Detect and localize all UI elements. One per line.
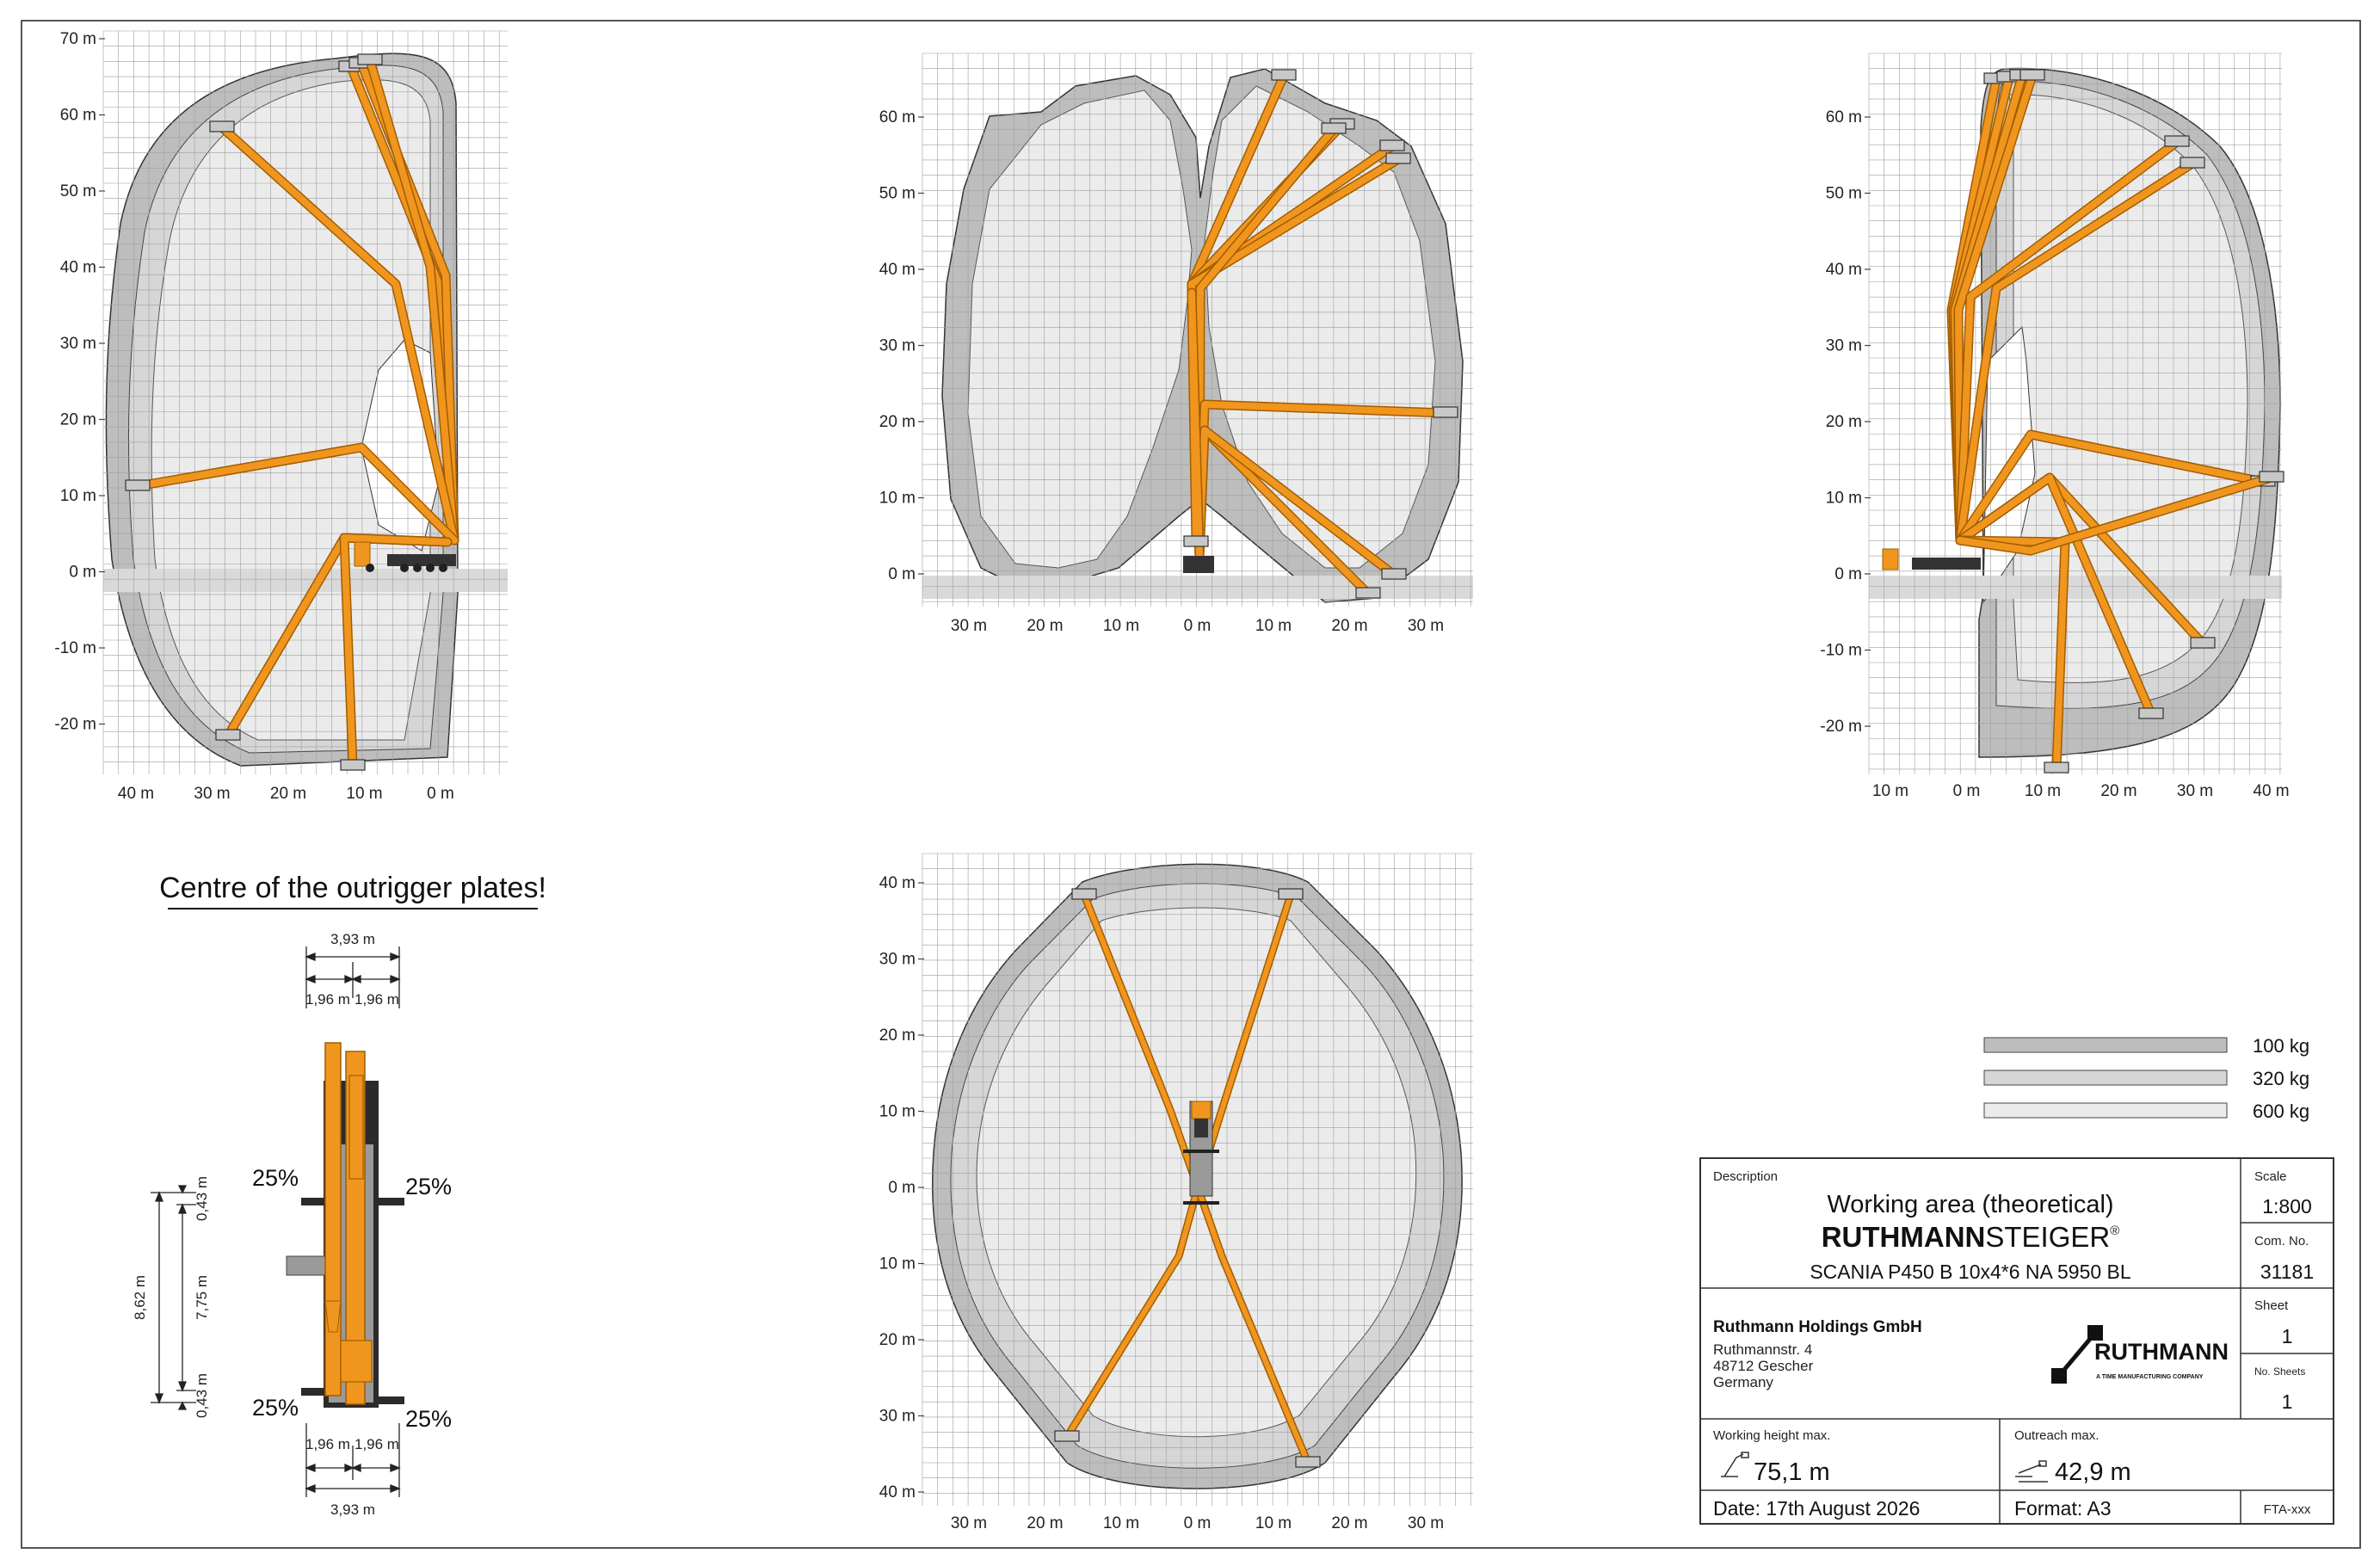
y-tick-label: -10 m xyxy=(54,639,96,657)
work-basket xyxy=(2139,708,2163,718)
y-tick-label: 10 m xyxy=(879,489,916,508)
work-basket xyxy=(1072,889,1096,899)
x-tick-label: 10 m xyxy=(1255,617,1292,635)
company-country: Germany xyxy=(1713,1374,1773,1390)
x-axis-labels-center xyxy=(951,617,1444,635)
brand-reg-mark: ® xyxy=(2110,1224,2120,1238)
work-basket xyxy=(1296,1457,1320,1467)
outrigger-arm-tr xyxy=(379,1198,404,1205)
outreach-value: 42,9 m xyxy=(2055,1458,2131,1486)
y-axis-labels-left xyxy=(54,30,105,734)
y-tick-label: 40 m xyxy=(879,874,916,892)
y-tick-label: 40 m xyxy=(879,1483,916,1501)
x-tick-label: 0 m xyxy=(1183,1514,1212,1532)
work-basket xyxy=(1184,536,1208,546)
side-view-right-diagram xyxy=(1820,53,2289,800)
legend-swatch-100 xyxy=(1984,1038,2227,1052)
work-basket xyxy=(2020,70,2044,80)
com-label: Com. No. xyxy=(2254,1234,2309,1248)
y-tick-label: 30 m xyxy=(879,1407,916,1426)
description-label: Description xyxy=(1713,1169,1779,1184)
truck-wheel xyxy=(366,564,374,572)
working-zones-left xyxy=(106,53,458,766)
y-tick-label: 0 m xyxy=(888,565,916,583)
work-basket xyxy=(1380,140,1404,151)
load-legend xyxy=(1984,1035,2309,1122)
truck-chassis xyxy=(1912,558,1981,570)
bottom-width-total: 3,93 m xyxy=(330,1501,375,1518)
scale-value: 1:800 xyxy=(2262,1195,2312,1218)
work-basket xyxy=(2191,638,2215,648)
y-tick-label: 50 m xyxy=(1825,184,1862,203)
y-tick-label: 20 m xyxy=(879,1027,916,1045)
nsheets-value: 1 xyxy=(2281,1390,2293,1413)
truck-wheel xyxy=(439,564,447,572)
y-tick-label: 10 m xyxy=(1825,489,1862,508)
boom-head xyxy=(341,1341,372,1382)
sheet-value: 1 xyxy=(2281,1325,2293,1347)
length-inner: 7,75 m xyxy=(194,1275,210,1320)
company-name: Ruthmann Holdings GmbH xyxy=(1713,1318,1922,1336)
work-basket xyxy=(1272,70,1296,80)
x-tick-label: 30 m xyxy=(194,785,231,803)
y-tick-label: 20 m xyxy=(879,1331,916,1349)
boom-c xyxy=(349,1076,363,1179)
y-tick-label: 30 m xyxy=(1825,336,1862,355)
truck-cab xyxy=(1192,1101,1211,1119)
x-tick-label: 20 m xyxy=(2100,782,2137,800)
brand-regular: STEIGER xyxy=(1985,1221,2111,1253)
logo-text: RUTHMANN xyxy=(2094,1339,2229,1365)
work-basket xyxy=(341,760,365,770)
legend-label-320: 320 kg xyxy=(2253,1068,2310,1089)
work-basket xyxy=(126,480,150,490)
x-tick-label: 30 m xyxy=(1407,617,1445,635)
brand-line xyxy=(1822,1221,2120,1253)
work-basket xyxy=(216,730,240,740)
y-tick-label: 0 m xyxy=(1834,565,1862,583)
work-basket xyxy=(2260,472,2284,482)
work-basket xyxy=(358,54,382,65)
work-basket xyxy=(1055,1431,1079,1441)
truck-cab-roof xyxy=(1194,1119,1208,1138)
ground-band-right xyxy=(1869,576,2282,599)
bottom-dimension xyxy=(306,1423,399,1497)
side-view-left-diagram xyxy=(54,30,508,803)
x-tick-label: 10 m xyxy=(1102,1514,1140,1532)
x-tick-label: 30 m xyxy=(1407,1514,1445,1532)
work-basket xyxy=(1279,889,1303,899)
legend-label-100: 100 kg xyxy=(2253,1035,2310,1057)
vehicle-model: SCANIA P450 B 10x4*6 NA 5950 BL xyxy=(1810,1261,2131,1283)
truck-cab xyxy=(355,542,370,566)
y-axis-labels-top xyxy=(879,874,924,1501)
y-tick-label: 50 m xyxy=(59,182,96,200)
y-axis-labels-center xyxy=(879,108,924,583)
outrigger-arm-br xyxy=(379,1396,404,1404)
work-basket xyxy=(2044,762,2069,773)
work-basket xyxy=(2165,136,2189,146)
y-tick-label: -10 m xyxy=(1820,641,1862,660)
drawing-code: FTA-xxx xyxy=(2263,1502,2311,1517)
work-basket xyxy=(1322,123,1346,133)
date: Date: 17th August 2026 xyxy=(1713,1497,1921,1520)
x-tick-label: 0 m xyxy=(1183,617,1212,635)
brand-bold: RUTHMANN xyxy=(1821,1221,1986,1253)
x-tick-label: 10 m xyxy=(346,785,383,803)
y-tick-label: 0 m xyxy=(888,1179,916,1197)
nsheets-label: No. Sheets xyxy=(2254,1366,2306,1378)
outreach-label: Outreach max. xyxy=(2014,1428,2099,1443)
work-basket xyxy=(2180,157,2204,168)
logo-subtext: A TIME MANUFACTURING COMPANY xyxy=(2096,1374,2204,1380)
format: Format: A3 xyxy=(2014,1497,2112,1520)
top-half-right: 1,96 m xyxy=(355,991,399,1008)
side-box xyxy=(287,1256,326,1275)
x-tick-label: 10 m xyxy=(1102,617,1140,635)
pct-bottom-right: 25% xyxy=(404,1406,453,1432)
y-tick-label: 60 m xyxy=(59,106,96,125)
x-tick-label: 40 m xyxy=(2253,782,2290,800)
y-tick-label: 50 m xyxy=(879,184,916,203)
company-city: 48712 Gescher xyxy=(1713,1358,1814,1374)
work-basket xyxy=(1356,588,1380,598)
vehicle-plan xyxy=(287,1043,404,1408)
x-tick-label: 0 m xyxy=(427,785,454,803)
offset-top: 0,43 m xyxy=(194,1176,210,1221)
y-tick-label: 40 m xyxy=(59,258,96,277)
sheet-label: Sheet xyxy=(2254,1298,2289,1313)
legend-label-600: 600 kg xyxy=(2253,1101,2310,1122)
y-tick-label: 60 m xyxy=(879,108,916,126)
y-tick-label: 0 m xyxy=(69,563,96,582)
x-tick-label: 30 m xyxy=(2176,782,2214,800)
truck-right xyxy=(1883,549,1981,570)
work-basket xyxy=(1382,569,1406,579)
y-tick-label: 10 m xyxy=(59,487,96,505)
boom-a xyxy=(325,1043,341,1396)
legend-swatch-320 xyxy=(1984,1070,2227,1085)
description-line1: Working area (theoretical) xyxy=(1827,1191,2114,1218)
truck-wheel xyxy=(426,564,435,572)
y-tick-label: 30 m xyxy=(59,335,96,353)
outrigger-title: Centre of the outrigger plates! xyxy=(159,872,546,904)
y-tick-label: -20 m xyxy=(54,715,96,734)
y-axis-labels-right xyxy=(1820,108,1871,736)
y-tick-label: 20 m xyxy=(59,410,96,429)
work-basket xyxy=(1434,407,1458,417)
top-half-left: 1,96 m xyxy=(305,991,350,1008)
x-tick-label: 10 m xyxy=(1255,1514,1292,1532)
x-tick-label: 20 m xyxy=(1027,617,1064,635)
x-tick-label: 0 m xyxy=(1952,782,1981,800)
length-total: 8,62 m xyxy=(132,1275,148,1320)
truck-chassis xyxy=(387,554,456,566)
side-view-center-diagram xyxy=(879,53,1473,635)
work-basket xyxy=(210,121,234,132)
bottom-half-left: 1,96 m xyxy=(305,1436,350,1452)
top-width-total: 3,93 m xyxy=(330,931,375,947)
height-label: Working height max. xyxy=(1713,1428,1831,1443)
bottom-half-right: 1,96 m xyxy=(355,1436,399,1452)
x-tick-label: 20 m xyxy=(1027,1514,1064,1532)
truck-center xyxy=(1183,556,1214,573)
company-street: Ruthmannstr. 4 xyxy=(1713,1341,1813,1358)
y-tick-label: 60 m xyxy=(1825,108,1862,126)
top-view-diagram xyxy=(879,854,1473,1532)
pct-top-right: 25% xyxy=(404,1174,453,1199)
x-tick-label: 20 m xyxy=(1331,1514,1368,1532)
y-tick-label: 30 m xyxy=(879,950,916,969)
x-tick-label: 20 m xyxy=(1331,617,1368,635)
y-tick-label: 20 m xyxy=(879,413,916,431)
scale-label: Scale xyxy=(2254,1169,2287,1184)
x-axis-labels-top xyxy=(951,1514,1444,1532)
x-tick-label: 40 m xyxy=(117,785,155,803)
outrigger-arm-tl xyxy=(301,1198,327,1205)
truck-wheel xyxy=(400,564,409,572)
y-tick-label: 10 m xyxy=(879,1255,916,1273)
truck-cab xyxy=(1883,549,1898,570)
y-tick-label: 30 m xyxy=(879,336,916,355)
outrigger-arm-bl xyxy=(301,1388,327,1396)
y-tick-label: 10 m xyxy=(879,1102,916,1121)
x-axis-labels-left xyxy=(118,785,454,803)
work-basket xyxy=(1386,153,1410,163)
legend-swatch-600 xyxy=(1984,1103,2227,1118)
com-value: 31181 xyxy=(2260,1261,2315,1283)
y-tick-label: 40 m xyxy=(879,261,916,279)
length-dimensions xyxy=(151,1186,196,1409)
x-axis-labels-right xyxy=(1872,782,2290,800)
y-tick-label: 20 m xyxy=(1825,413,1862,431)
y-tick-label: -20 m xyxy=(1820,718,1862,736)
y-tick-label: 70 m xyxy=(59,30,96,48)
x-tick-label: 10 m xyxy=(1871,782,1909,800)
x-tick-label: 30 m xyxy=(950,617,988,635)
y-tick-label: 40 m xyxy=(1825,261,1862,279)
offset-bottom: 0,43 m xyxy=(194,1373,210,1418)
x-tick-label: 20 m xyxy=(269,785,307,803)
x-tick-label: 30 m xyxy=(950,1514,988,1532)
title-block xyxy=(1700,1158,2334,1524)
outrigger-detail xyxy=(132,872,546,1518)
pct-bottom-left: 25% xyxy=(251,1395,299,1421)
pct-top-left: 25% xyxy=(251,1165,299,1191)
x-tick-label: 10 m xyxy=(2024,782,2062,800)
height-value: 75,1 m xyxy=(1754,1458,1830,1486)
truck-wheel xyxy=(413,564,422,572)
